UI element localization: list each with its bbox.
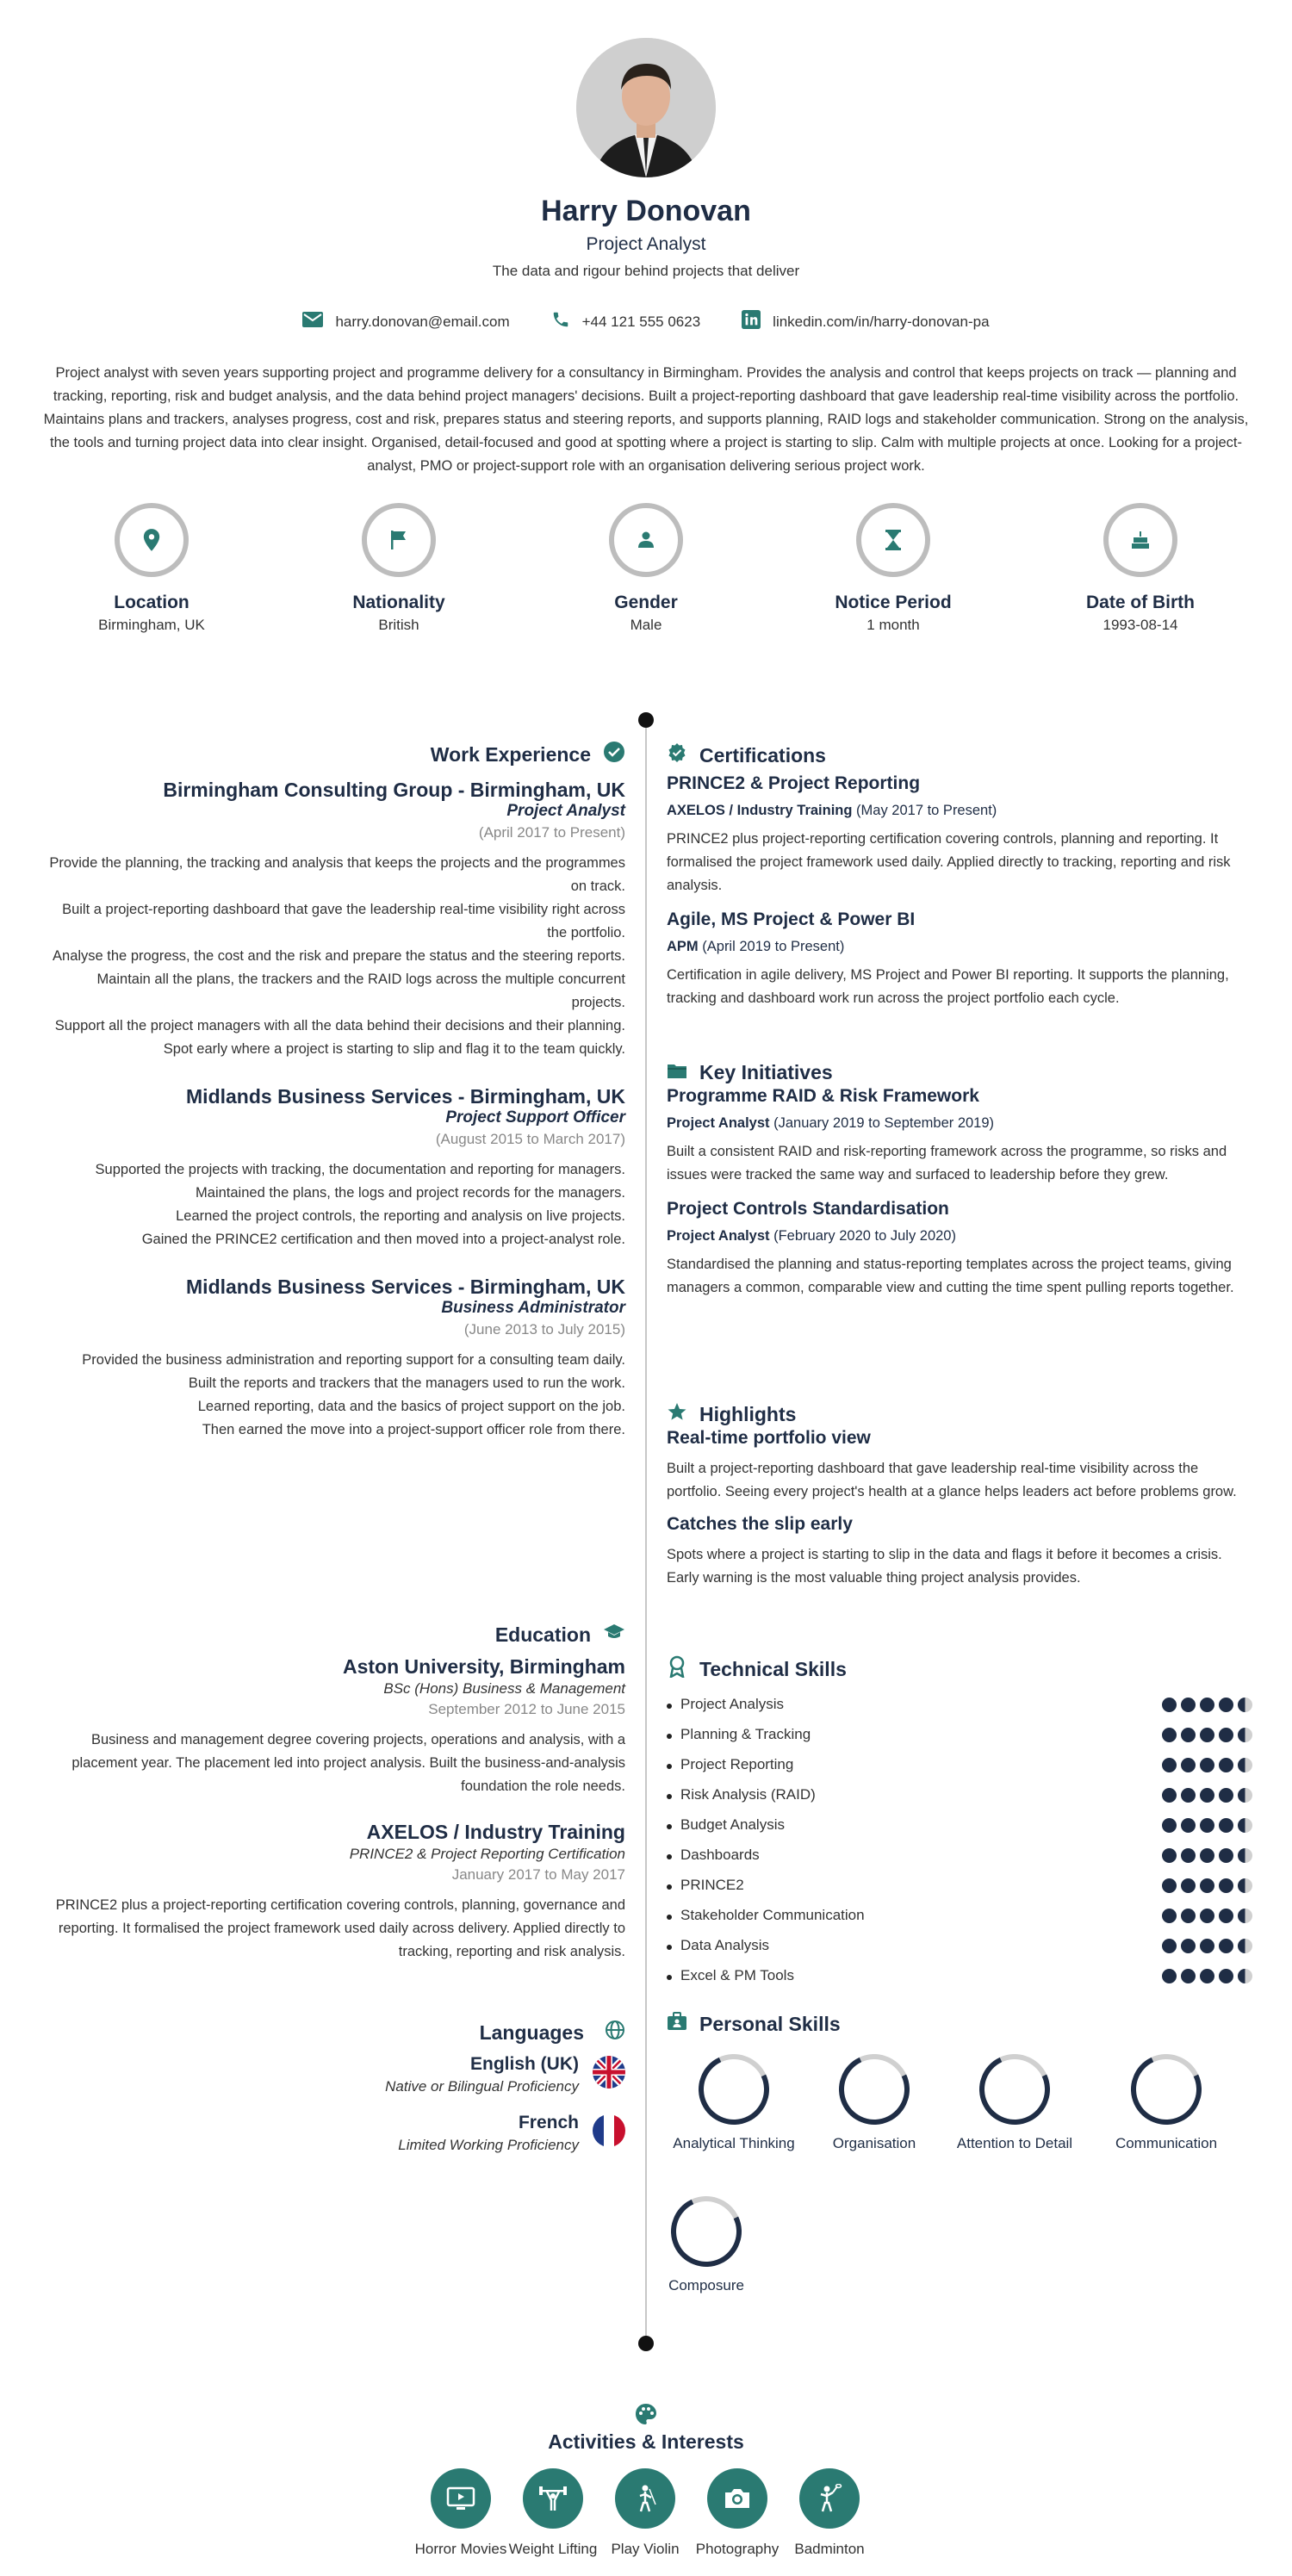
palette-icon [635, 2403, 657, 2430]
job-description [40, 1158, 625, 1251]
skill-rating [1162, 1939, 1252, 1953]
initiative-title: Project Controls Standardisation [667, 1199, 949, 1219]
activity-item [413, 2468, 508, 2559]
job-bullet: Learned reporting, data and the basics of project support on the job. [197, 1399, 625, 1414]
job-role: Project Support Officer [445, 1108, 625, 1127]
skill-rating [1162, 1698, 1252, 1712]
skill-ring [661, 2186, 751, 2276]
certification-title: Agile, MS Project & Power BI [667, 909, 916, 929]
fact-gender [543, 503, 749, 634]
personal-skill-label: Communication [1115, 2135, 1218, 2151]
violin-icon [615, 2468, 675, 2529]
timeline-line [645, 720, 647, 2343]
education-heading [40, 1623, 625, 1647]
bullet [667, 1764, 672, 1769]
skill-rating [1162, 1788, 1252, 1803]
certification-text: Certification in agile delivery, MS Project and Power BI reporting. It supports the planning, tracking and dashboard work run across the project portfolio each cycle. [667, 967, 1229, 1006]
verified-badge-icon [603, 741, 625, 768]
languages-heading [40, 2020, 625, 2045]
graduation-cap-icon [603, 1623, 625, 1647]
certification-issuer: AXELOS / Industry Training [667, 803, 853, 818]
linkedin-text: linkedin.com/in/harry-donovan-pa [773, 313, 990, 330]
fact-value: 1 month [867, 617, 920, 633]
phone-text: +44 121 555 0623 [581, 313, 701, 330]
personal-skill-label: Analytical Thinking [673, 2135, 795, 2151]
job-bullet: Maintain all the plans, the trackers and the RAID logs across the multiple concurrent projects. [96, 971, 625, 1010]
fact-label: Gender [614, 593, 678, 612]
bullet [667, 1824, 672, 1829]
fact-label: Notice Period [835, 593, 952, 612]
award-ribbon-icon [667, 1655, 687, 1683]
bullet [667, 1915, 672, 1920]
personal-skill [656, 2054, 811, 2152]
education-text: Business and management degree covering projects, operations and analysis, with a placement year. The placement led into project analysis. Built the business-and-analysis foundation the role needs. [71, 1732, 625, 1794]
candidate-tagline: The data and rigour behind projects that deliver [492, 263, 800, 279]
certification-meta [667, 939, 1256, 955]
job-bullet: Supported the projects with tracking, the documentation and reporting for managers. [95, 1162, 625, 1177]
activity-label: Horror Movies [414, 2541, 507, 2557]
certifications-section [667, 742, 1256, 1010]
personal-skills-heading-wrap [667, 2012, 1256, 2036]
email-icon [302, 312, 323, 332]
flag-icon [362, 503, 436, 577]
fact-dob [1037, 503, 1244, 634]
activity-item [690, 2468, 785, 2559]
initiative-entry [667, 1086, 1256, 1187]
uk-flag-icon [593, 2056, 625, 2093]
job-description [40, 1349, 625, 1442]
work-experience-section [40, 741, 625, 1442]
activity-label: Badminton [794, 2541, 865, 2557]
technical-heading-text: Technical Skills [699, 1657, 847, 1680]
language-text [385, 2054, 579, 2095]
activity-item [598, 2468, 693, 2559]
language-entry [40, 2054, 625, 2106]
fact-label: Location [114, 593, 189, 612]
job-entry [40, 779, 625, 1061]
personal-skill [1089, 2054, 1244, 2152]
briefcase-person-icon [667, 2012, 687, 2036]
highlight-entry [667, 1514, 1256, 1590]
job-company: Midlands Business Services - Birmingham, UK [186, 1276, 625, 1298]
skill-name: Project Reporting [680, 1756, 794, 1772]
education-text: PRINCE2 plus a project-reporting certification covering controls, planning, governance and reporting. It formalised the project framework used daily across delivery. Applied directly to tracking, reporting and risk analysis. [55, 1897, 625, 1959]
skill-name: Project Analysis [680, 1696, 784, 1712]
cake-icon [1103, 503, 1177, 577]
certification-meta [667, 803, 1256, 819]
person-icon [609, 503, 683, 577]
skill-rating [1162, 1909, 1252, 1923]
fact-nationality [295, 503, 502, 634]
personal-skill [797, 2054, 952, 2152]
fact-value: 1993-08-14 [1103, 617, 1178, 633]
education-section [40, 1623, 625, 1964]
phone-icon [551, 310, 570, 333]
map-pin-icon [115, 503, 189, 577]
skill-row [667, 1934, 1252, 1960]
job-bullet: Built a project-reporting dashboard that gave the leadership real-time visibility right across the portfolio. [62, 902, 625, 940]
activity-item [782, 2468, 877, 2559]
initiative-role: Project Analyst [667, 1115, 770, 1131]
activity-label: Photography [695, 2541, 780, 2557]
job-bullet: Gained the PRINCE2 certification and then moved into a project-analyst role. [141, 1232, 625, 1247]
bullet [667, 1704, 672, 1709]
job-entry [40, 1085, 625, 1251]
initiatives-heading [667, 1061, 1256, 1084]
skill-row [667, 1784, 1252, 1809]
highlights-heading [667, 1402, 1256, 1426]
skill-ring [1121, 2044, 1211, 2134]
education-description [40, 1729, 625, 1798]
fact-location [48, 503, 255, 634]
highlight-text: Built a project-reporting dashboard that gave leadership real-time visibility across the portfolio. Seeing every project's health at a glance helps leaders act before problems grow. [667, 1461, 1237, 1499]
education-dates: January 2017 to May 2017 [451, 1866, 625, 1883]
certifications-heading-text: Certifications [699, 743, 826, 767]
skill-row [667, 1723, 1252, 1749]
certification-issuer: APM [667, 939, 699, 954]
job-role: Business Administrator [441, 1299, 625, 1317]
technical-skills-heading-wrap [667, 1655, 1256, 1683]
initiative-title: Programme RAID & Risk Framework [667, 1086, 979, 1106]
initiative-entry [667, 1199, 1256, 1300]
language-name: French [518, 2113, 579, 2132]
camera-icon [707, 2468, 767, 2529]
personal-skill-label: Organisation [832, 2135, 916, 2151]
job-company: Birmingham Consulting Group - Birmingham, UK [163, 779, 625, 801]
personal-skill [629, 2196, 784, 2294]
highlight-title: Real-time portfolio view [667, 1428, 871, 1448]
highlight-entry [667, 1428, 1256, 1504]
job-role: Project Analyst [506, 802, 625, 820]
fact-label: Date of Birth [1086, 593, 1195, 612]
skill-row [667, 1904, 1252, 1930]
skill-name: Budget Analysis [680, 1816, 785, 1833]
job-bullet: Built the reports and trackers that the managers used to run the work. [188, 1375, 625, 1391]
skill-name: PRINCE2 [680, 1877, 744, 1893]
skill-name: Dashboards [680, 1847, 760, 1863]
skill-ring [969, 2044, 1059, 2134]
candidate-title: Project Analyst [586, 234, 706, 254]
initiative-dates: (January 2019 to September 2019) [773, 1115, 995, 1131]
activities-heading: Activities & Interests [548, 2430, 744, 2453]
degree-name: PRINCE2 & Project Reporting Certification [349, 1846, 625, 1862]
skill-name: Stakeholder Communication [680, 1907, 865, 1923]
contact-bar [0, 310, 1292, 333]
job-bullet: Analyse the progress, the cost and the risk and prepare the status and the steering reports. [53, 948, 625, 964]
personal-skill-label: Composure [668, 2277, 744, 2294]
technical-skills-heading [667, 1655, 1256, 1683]
candidate-name: Harry Donovan [541, 195, 751, 227]
initiative-dates: (February 2020 to July 2020) [773, 1228, 956, 1244]
work-heading [40, 741, 625, 768]
personal-skills-heading [667, 2012, 1256, 2036]
initiative-text: Standardised the planning and status-reporting templates across the project teams, giving managers a common, comparable view and cutting the time spent pulling reports together. [667, 1257, 1234, 1295]
job-bullet: Spot early where a project is starting to slip and flag it to the team quickly. [163, 1041, 625, 1057]
highlights-section [667, 1402, 1256, 1590]
skill-row [667, 1754, 1252, 1779]
tv-icon [431, 2468, 491, 2529]
initiative-role: Project Analyst [667, 1228, 770, 1244]
skill-rating [1162, 1878, 1252, 1893]
job-company: Midlands Business Services - Birmingham, UK [186, 1085, 625, 1108]
language-level: Limited Working Proficiency [398, 2137, 579, 2153]
skill-name: Excel & PM Tools [680, 1967, 794, 1983]
job-bullet: Learned the project controls, the reporting and analysis on live projects. [176, 1208, 625, 1224]
skill-row [667, 1693, 1252, 1719]
initiative-text: Built a consistent RAID and risk-reporting framework across the programme, so risks and issues were tracked the same way and surfaced to leadership before they grew. [667, 1144, 1227, 1182]
degree-name: BSc (Hons) Business & Management [383, 1680, 625, 1697]
personal-skill-label: Attention to Detail [956, 2135, 1073, 2151]
activity-label: Play Violin [611, 2541, 680, 2557]
certification-dates: (May 2017 to Present) [856, 803, 997, 818]
highlight-title: Catches the slip early [667, 1514, 853, 1534]
certificate-badge-icon [667, 742, 687, 768]
activity-label: Weight Lifting [508, 2541, 598, 2557]
french-flag-icon [593, 2114, 625, 2151]
bullet [667, 1854, 672, 1859]
languages-section [40, 2020, 625, 2164]
initiative-meta [667, 1115, 1256, 1132]
languages-heading-text: Languages [479, 2020, 584, 2044]
linkedin-icon [742, 310, 761, 333]
job-bullet: Provided the business administration and reporting support for a consulting team daily. [82, 1352, 625, 1368]
language-name: English (UK) [470, 2054, 579, 2074]
skill-ring [829, 2044, 919, 2134]
education-description [40, 1894, 625, 1964]
job-entry [40, 1276, 625, 1442]
badminton-icon [799, 2468, 860, 2529]
certification-text: PRINCE2 plus project-reporting certification covering controls, planning and reporting. It formalised the project framework used daily. Applied directly to tracking, reporting and risk analysis. [667, 831, 1231, 893]
job-bullet: Maintained the plans, the logs and project records for the managers. [196, 1185, 625, 1201]
certification-entry [667, 909, 1256, 1010]
contact-linkedin[interactable] [742, 310, 989, 333]
skill-rating [1162, 1818, 1252, 1833]
skill-name: Risk Analysis (RAID) [680, 1786, 816, 1803]
initiatives-section [667, 1061, 1256, 1300]
fact-notice [790, 503, 997, 634]
education-entry [40, 1655, 625, 1798]
skill-ring [688, 2044, 779, 2134]
skill-rating [1162, 1758, 1252, 1772]
school-name: Aston University, Birmingham [342, 1655, 625, 1678]
school-name: AXELOS / Industry Training [366, 1821, 625, 1843]
initiatives-heading-text: Key Initiatives [699, 1061, 833, 1083]
activity-item [506, 2468, 600, 2559]
skill-row [667, 1844, 1252, 1870]
skill-rating [1162, 1728, 1252, 1742]
certifications-heading [667, 742, 1256, 768]
bullet [667, 1945, 672, 1950]
job-description [40, 852, 625, 1061]
job-dates: (August 2015 to March 2017) [435, 1131, 625, 1147]
job-bullet: Support all the project managers with all the data behind their decisions and their planning. [54, 1018, 625, 1034]
skill-name: Planning & Tracking [680, 1726, 811, 1742]
work-heading-text: Work Experience [430, 742, 591, 766]
job-dates: (June 2013 to July 2015) [463, 1321, 625, 1338]
education-heading-text: Education [494, 1623, 591, 1646]
highlight-text: Spots where a project is starting to slip in the data and flags it before it becomes a crisis. Early warning is the most valuable thing project analysis provides. [667, 1547, 1222, 1586]
skill-rating [1162, 1969, 1252, 1983]
bullet [667, 1884, 672, 1890]
language-text [398, 2113, 579, 2154]
bullet [667, 1975, 672, 1980]
hourglass-icon [856, 503, 930, 577]
certification-entry [667, 773, 1256, 897]
personal-skill [937, 2054, 1092, 2152]
folder-icon [667, 1061, 687, 1084]
certification-dates: (April 2019 to Present) [702, 939, 845, 954]
timeline-start-dot [638, 712, 654, 728]
globe-icon [605, 2020, 625, 2045]
skill-rating [1162, 1848, 1252, 1863]
timeline-end-dot [638, 2336, 654, 2351]
contact-phone[interactable] [551, 310, 701, 333]
profile-photo [576, 38, 716, 177]
education-entry [40, 1821, 625, 1964]
fact-value: Male [630, 617, 662, 633]
fact-value: Birmingham, UK [98, 617, 205, 633]
bullet [667, 1734, 672, 1739]
contact-email[interactable] [302, 310, 509, 333]
skill-row [667, 1814, 1252, 1840]
personal-heading-text: Personal Skills [699, 2012, 841, 2035]
fact-value: British [378, 617, 419, 633]
language-entry [40, 2113, 625, 2164]
skill-row [667, 1965, 1252, 1990]
job-bullet: Then earned the move into a project-support officer role from there. [202, 1422, 625, 1437]
star-icon [667, 1402, 687, 1426]
skill-row [667, 1874, 1252, 1900]
profile-summary: Project analyst with seven years supporting project and programme delivery for a consultancy in Birmingham. Provides the analysis and control that keeps projects on track — planning and tracking, reporting, risk and budget analysis, and the data behind project managers' decisions. Built a project-reporting dashboard that gave leadership real-time visibility across the portfolio. Maintains plans and trackers, analyses progress, cost and risk, prepares status and steering reports, and supports planning, RAID logs and stakeholder communication. Strong on the analysis, the tools and turning project data into clear insight. Organised, detail-focused and good at spotting where a project is starting to slip. Calm with multiple projects at once. Looking for a project-analyst, PMO or project-support role with an organisation delivering serious project work. [43, 365, 1249, 474]
email-text: harry.donovan@email.com [335, 313, 510, 330]
initiative-meta [667, 1228, 1256, 1245]
bullet [667, 1794, 672, 1799]
education-dates: September 2012 to June 2015 [428, 1701, 625, 1717]
job-bullet: Provide the planning, the tracking and analysis that keeps the projects and the programmes on track. [49, 855, 625, 894]
skill-name: Data Analysis [680, 1937, 769, 1953]
certification-title: PRINCE2 & Project Reporting [667, 773, 921, 793]
job-dates: (April 2017 to Present) [478, 824, 625, 841]
weightlifting-icon [523, 2468, 583, 2529]
fact-label: Nationality [352, 593, 445, 612]
language-level: Native or Bilingual Proficiency [385, 2078, 579, 2095]
highlights-heading-text: Highlights [699, 1402, 797, 1425]
